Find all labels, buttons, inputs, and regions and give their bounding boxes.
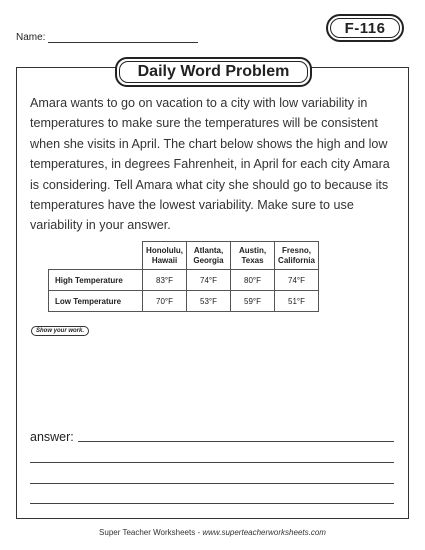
table-header-row <box>49 242 319 270</box>
title-badge <box>115 57 312 87</box>
cell-high-austin: 80°F <box>231 270 275 291</box>
page-title: Daily Word Problem <box>137 63 290 80</box>
city-header-honolulu: Honolulu, Hawaii <box>143 242 187 270</box>
cell-low-honolulu: 70°F <box>143 291 187 312</box>
cell-high-atlanta: 74°F <box>187 270 231 291</box>
worksheet-code: F-116 <box>344 19 386 37</box>
temperature-table <box>48 241 319 312</box>
cell-high-honolulu: 83°F <box>143 270 187 291</box>
answer-line-2[interactable] <box>30 462 394 463</box>
cell-low-austin: 59°F <box>231 291 275 312</box>
cell-low-fresno: 51°F <box>275 291 319 312</box>
table-corner <box>49 242 143 270</box>
city-header-atlanta: Atlanta, Georgia <box>187 242 231 270</box>
problem-text: Amara wants to go on vacation to a city with low variability in temperatures to make sure the temperatures will be consistent when she visits in April. The chart below shows the high and low temperatures, in degrees Fahrenheit, in April for each city Amara is considering. Tell Amara what city she should go to because its temperatures have the lowest variability. Make sure to use variability in your answer. <box>30 96 390 233</box>
footer-url: www.superteacherworksheets.com <box>202 528 326 537</box>
cell-high-fresno: 74°F <box>275 270 319 291</box>
cell-low-atlanta: 53°F <box>187 291 231 312</box>
city-header-fresno: Fresno, California <box>275 242 319 270</box>
city-header-austin: Austin, Texas <box>231 242 275 270</box>
footer-prefix: Super Teacher Worksheets - <box>99 528 203 537</box>
table-row-low <box>49 291 319 312</box>
name-line[interactable] <box>48 41 198 43</box>
worksheet-code-badge <box>326 14 404 42</box>
answer-line-1[interactable] <box>78 441 394 442</box>
row-label-high: High Temperature <box>49 270 143 291</box>
table-row-high <box>49 270 319 291</box>
answer-line-4[interactable] <box>30 503 394 504</box>
name-label: Name: <box>16 32 46 43</box>
row-label-low: Low Temperature <box>49 291 143 312</box>
show-work-label: Show your work. <box>31 326 89 336</box>
footer <box>0 528 425 537</box>
answer-label: answer: <box>30 430 74 444</box>
name-field[interactable] <box>16 32 198 43</box>
answer-row[interactable] <box>30 430 394 444</box>
answer-line-3[interactable] <box>30 483 394 484</box>
